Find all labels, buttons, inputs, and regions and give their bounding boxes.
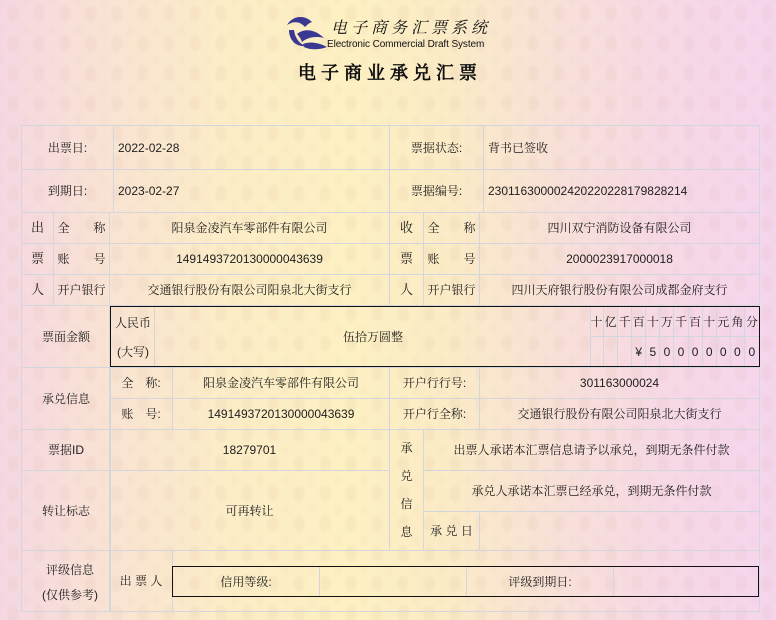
amount-digit: ¥ [632, 337, 646, 366]
amount-digit: 0 [703, 337, 717, 366]
transfer-flag-label: 转让标志 [21, 470, 111, 551]
unit-label: 分 [745, 315, 758, 329]
header [0, 0, 776, 90]
rating-expiry-label: 评级到期日: [508, 575, 572, 589]
transfer-flag-value: 可再转让 [109, 470, 390, 551]
acceptance-side-label-char: 息 [400, 525, 413, 539]
currency-label: 人民币 [114, 315, 151, 330]
payee-account-value: 2000023917000018 [479, 243, 760, 275]
amount-digit [618, 337, 632, 366]
amount-digit: 0 [674, 337, 688, 366]
system-name-cn: 电子商务汇票系统 [331, 18, 492, 37]
issue-date-label: 出票日: [21, 125, 114, 170]
drawer-name-label: 全 称 [53, 212, 110, 244]
system-name-en: Electronic Commercial Draft System [327, 39, 485, 50]
acceptance-side-label-char: 信 [400, 497, 413, 511]
amount-units-row [590, 307, 759, 336]
acceptor-label: 承兑信息 [21, 367, 111, 430]
acceptor-promise: 承兑人承诺本汇票已经承兑，到期无条件付款 [423, 470, 760, 512]
acceptance-side-label-char: 承 [400, 441, 413, 455]
drawer-side-label-char: 票 [21, 243, 54, 275]
unit-label: 十 [646, 307, 660, 336]
acceptor-bank-name-value: 交通银行股份有限公司阳泉北大街支行 [479, 398, 760, 430]
due-date-label: 到期日: [21, 169, 114, 213]
payee-side-label-char: 票 [389, 243, 424, 275]
bill-number-value: 230116300002420220228179828214 [483, 169, 760, 213]
amount-digit-grid [590, 307, 759, 366]
amount-digit: 0 [717, 337, 731, 366]
amount-box [110, 306, 760, 367]
drawer-name-value: 阳泉金凌汽车零部件有限公司 [109, 212, 390, 244]
credit-grade-label: 信用等级: [220, 575, 272, 589]
credit-grade-value [320, 567, 466, 596]
amount-digit: 0 [660, 337, 674, 366]
acceptor-name-value: 阳泉金凌汽车零部件有限公司 [172, 367, 390, 399]
acceptance-side-label [389, 429, 424, 551]
amount-digit: 0 [689, 337, 703, 366]
bill-number-label: 票据编号: [389, 169, 484, 213]
drawer-bank-label: 开户银行 [53, 274, 110, 306]
amount-digit: 5 [646, 337, 660, 366]
unit-label: 元 [717, 307, 731, 336]
unit-label: 千 [674, 307, 688, 336]
rating-label [21, 550, 111, 612]
unit-label: 亿 [604, 307, 618, 336]
unit-label: 十 [590, 307, 604, 336]
drawer-account-label: 账 号 [53, 243, 110, 275]
payee-account-label: 账 号 [423, 243, 480, 275]
unit-label: 百 [689, 307, 703, 336]
rating-label-line1: 评级信息 [45, 562, 94, 577]
amount-digit [590, 337, 604, 366]
unit-label: 十 [703, 307, 717, 336]
amount-label: 票面金额 [21, 305, 111, 368]
acceptor-bank-no-value: 301163000024 [479, 367, 760, 399]
bill-status-value: 背书已签收 [483, 125, 760, 170]
unit-label: 百 [632, 307, 646, 336]
acceptance-date-value [479, 511, 760, 551]
amount-in-words: 伍拾万圆整 [342, 330, 403, 344]
currency-note: (大写) [117, 345, 149, 359]
payee-name-label: 全 称 [423, 212, 480, 244]
acceptor-account-label: 账 号: [109, 398, 173, 430]
amount-digit [604, 337, 618, 366]
butterfly-logo-icon [284, 13, 328, 51]
amount-digit: 0 [731, 337, 745, 366]
drawer-account-value: 1491493720130000043639 [109, 243, 390, 275]
payee-bank-value: 四川天府银行股份有限公司成都金府支行 [479, 274, 760, 306]
rating-expiry-value [614, 567, 758, 596]
drawer-bank-value: 交通银行股份有限公司阳泉北大街支行 [109, 274, 390, 306]
payee-side-label-char: 收 [389, 212, 424, 244]
drawer-side-label-char: 出 [21, 212, 54, 244]
bill-id-value: 18279701 [109, 429, 390, 471]
amount-digit: 0 [748, 344, 756, 359]
acceptor-name-label: 全 称: [109, 367, 173, 399]
bill-status-label: 票据状态: [389, 125, 484, 170]
amount-digits-row [590, 337, 759, 366]
drawer-side-label-char: 人 [21, 274, 54, 306]
page-title: 电子商业承兑汇票 [298, 63, 482, 83]
acceptor-bank-name-label: 开户行全称: [389, 398, 480, 430]
rating-party-label: 出 票 人 [109, 550, 173, 612]
acceptance-side-label-char: 兑 [400, 469, 413, 483]
issue-date-value: 2022-02-28 [113, 125, 390, 170]
due-date-value: 2023-02-27 [113, 169, 390, 213]
unit-label: 万 [660, 307, 674, 336]
rating-label-line2: (仅供参考) [42, 587, 98, 602]
payee-side-label-char: 人 [389, 274, 424, 306]
payee-name-value: 四川双宁消防设备有限公司 [479, 212, 760, 244]
bill-id-label: 票据ID [21, 429, 111, 471]
drawer-promise: 出票人承诺本汇票信息请予以承兑，到期无条件付款 [423, 429, 760, 471]
acceptor-bank-no-label: 开户行行号: [389, 367, 480, 399]
unit-label: 角 [731, 307, 745, 336]
acceptance-date-label: 承 兑 日 [423, 511, 480, 551]
rating-box [172, 566, 759, 597]
payee-bank-label: 开户银行 [423, 274, 480, 306]
unit-label: 千 [618, 307, 632, 336]
acceptor-account-value: 1491493720130000043639 [172, 398, 390, 430]
